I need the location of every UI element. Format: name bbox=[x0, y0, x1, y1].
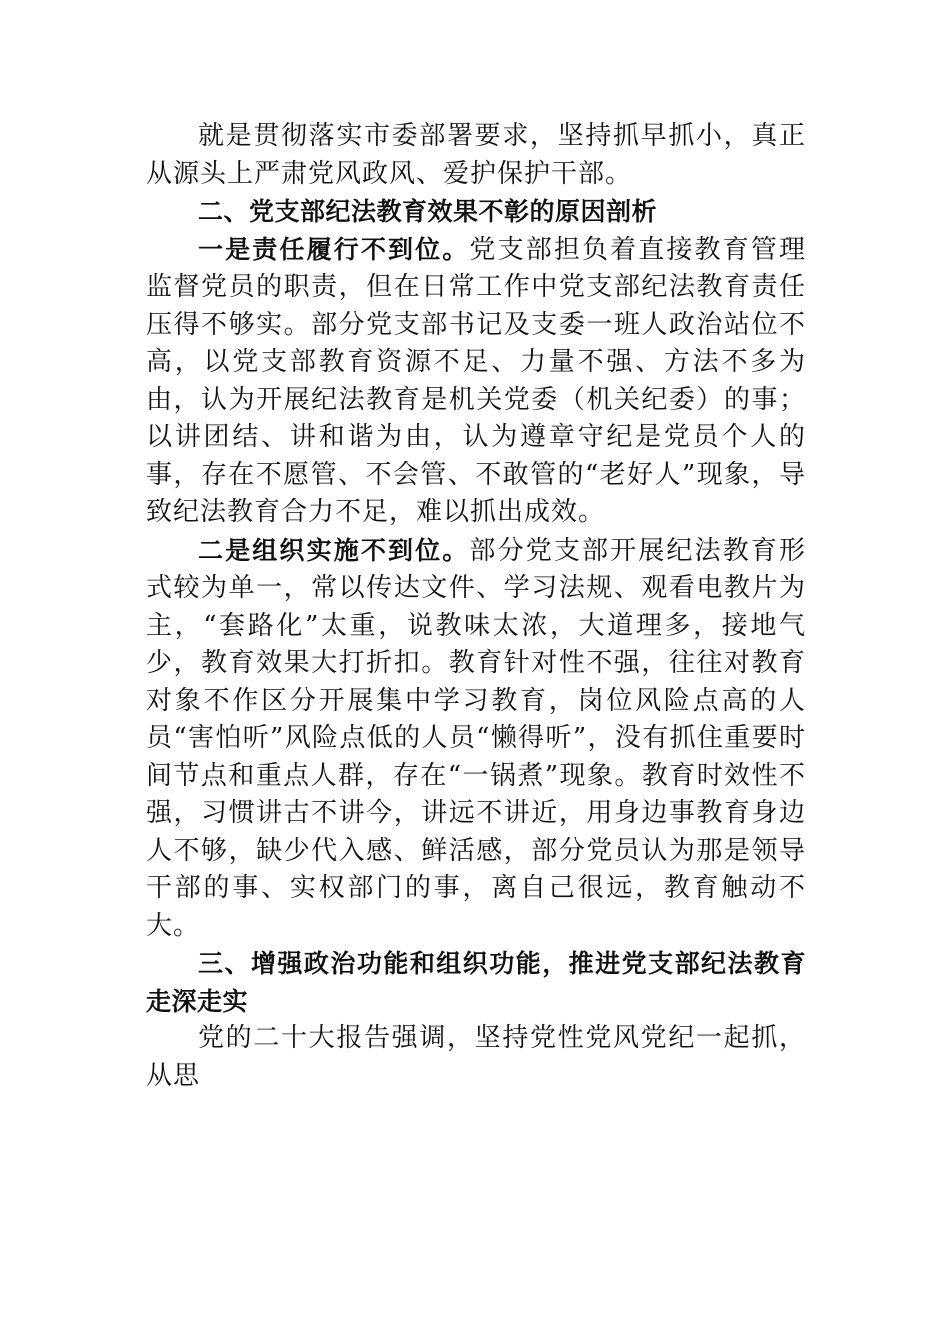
point-2-paragraph bbox=[146, 532, 806, 946]
point-2-body: 部分党支部开展纪法教育形式较为单一，常以传达文件、学习法规、观看电教片为主，“套路化”太重，说教味太浓，大道理多，接地气少，教育效果大打折扣。教育针对性不强，往往对教育对象不作区分开展集中学习教育，岗位风险点高的人员“害怕听”风险点低的人员“懒得听”，没有抓住重要时间节点和重点人群，存在“一锅煮”现象。教育时效性不强，习惯讲古不讲今，讲远不讲近，用身边事教育身边人不够，缺少代入感、鲜活感，部分党员认为那是领导干部的事、实权部门的事，离自己很远，教育触动不大。 bbox=[146, 535, 806, 941]
point-1-paragraph bbox=[146, 231, 806, 532]
last-paragraph: 党的二十大报告强调，坚持党性党风党纪一起抓，从思 bbox=[146, 1023, 806, 1091]
section-heading-3: 三、增强政治功能和组织功能，推进党支部纪法教育走深走实 bbox=[146, 949, 806, 1016]
point-1-body: 党支部担负着直接教育管理监督党员的职责，但在日常工作中党支部纪法教育责任压得不够实。部分党支部书记及支委一班人政治站位不高，以党支部教育资源不足、力量不强、方法不多为由，认为开展纪法教育是机关党委（机关纪委）的事；以讲团结、讲和谐为由，认为遵章守纪是党员个人的事，存在不愿管、不会管、不敢管的“老好人”现象，导致纪法教育合力不足，难以抓出成效。 bbox=[146, 234, 806, 527]
section-heading-2: 二、党支部纪法教育效果不彰的原因剖析 bbox=[198, 197, 658, 226]
document-body bbox=[146, 118, 806, 1095]
point-2-lead: 二是组织实施不到位。 bbox=[198, 535, 470, 565]
continuation-paragraph: 就是贯彻落实市委部署要求，坚持抓早抓小，真正从源头上严肃党风政风、爱护保护干部。 bbox=[146, 121, 806, 189]
point-1-lead: 一是责任履行不到位。 bbox=[198, 234, 470, 264]
